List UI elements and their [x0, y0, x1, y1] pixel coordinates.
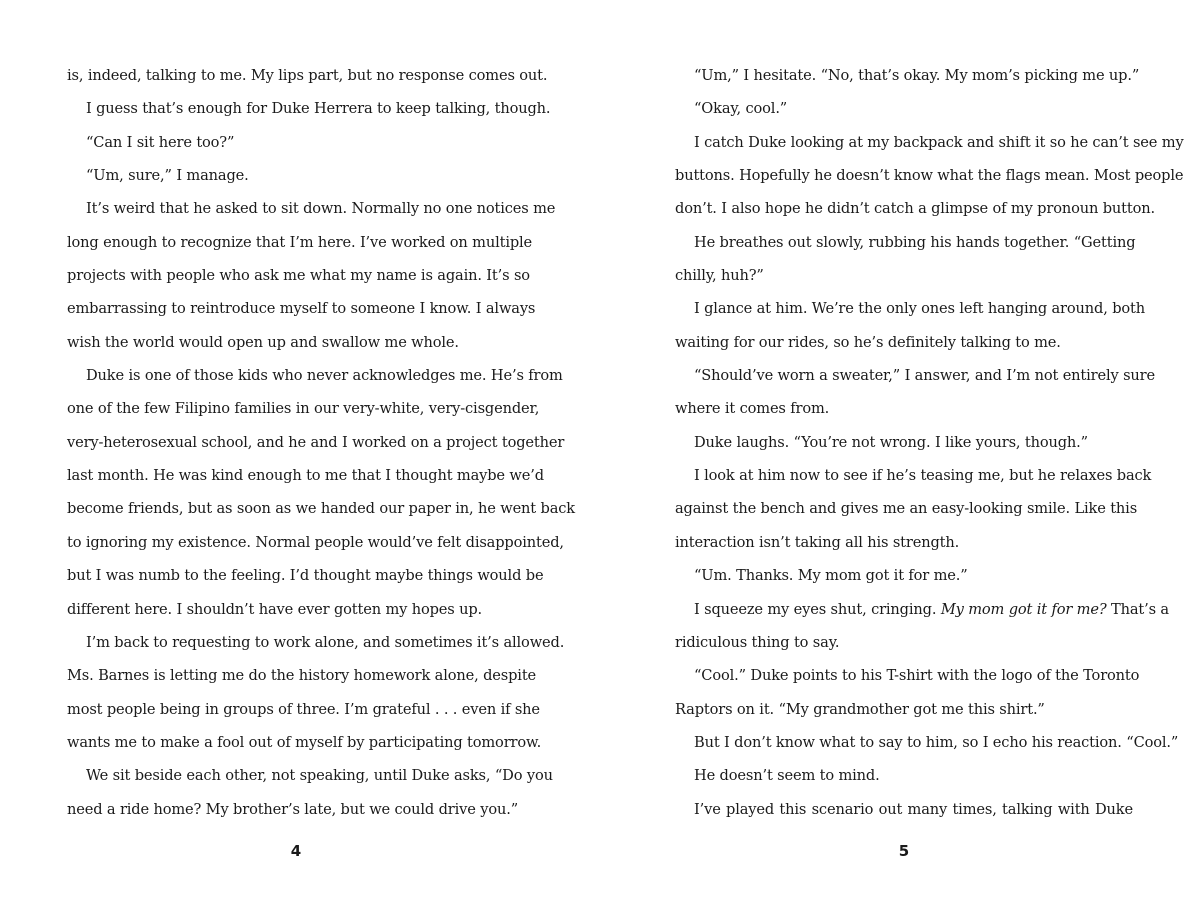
text-line: “Should’ve worn a sweater,” I answer, and I’m not entirely sure: [694, 367, 1155, 385]
text-line: need a ride home? My brother’s late, but we could drive you.”: [67, 800, 519, 818]
text-line: most people being in groups of three. I’m grateful . . . even if she: [67, 700, 540, 718]
text-line: don’t. I also hope he didn’t catch a glimpse of my pronoun button.: [675, 200, 1155, 218]
text-line: “Um. Thanks. My mom got it for me.”: [694, 567, 968, 585]
text-line: long enough to recognize that I’m here. I’ve worked on multiple: [67, 233, 533, 251]
text-line: “Okay, cool.”: [694, 100, 788, 118]
text-line-segment: I squeeze my eyes shut, cringing.: [694, 600, 941, 618]
text-line: [675, 596, 1169, 629]
text-line: I glance at him. We’re the only ones left hanging around, both: [694, 300, 1145, 318]
text-line: He breathes out slowly, rubbing his hands together. “Getting: [694, 233, 1136, 251]
text-line: But I don’t know what to say to him, so I echo his reaction. “Cool.”: [694, 733, 1179, 751]
text-line: chilly, huh?”: [675, 267, 764, 285]
text-line: I’m back to requesting to work alone, and sometimes it’s allowed.: [86, 633, 565, 651]
text-line: against the bench and gives me an easy-looking smile. Like this: [675, 500, 1138, 518]
text-line: very-heterosexual school, and he and I worked on a project together: [67, 433, 565, 451]
text-line: interaction isn’t taking all his strength.: [675, 533, 960, 551]
left-page: [67, 0, 575, 900]
italic-thought: My mom got it for me?: [940, 600, 1107, 618]
text-line: wants me to make a fool out of myself by participating tomorrow.: [67, 733, 542, 751]
text-line: but I was numb to the feeling. I’d thought maybe things would be: [67, 567, 544, 585]
text-line: He doesn’t seem to mind.: [694, 767, 880, 785]
text-line: wish the world would open up and swallow me whole.: [67, 333, 459, 351]
text-line: waiting for our rides, so he’s definitely talking to me.: [675, 333, 1061, 351]
text-line: I catch Duke looking at my backpack and shift it so he can’t see my: [694, 133, 1184, 151]
text-line: to ignoring my existence. Normal people would’ve felt disappointed,: [67, 533, 564, 551]
text-line: “Can I sit here too?”: [86, 133, 235, 151]
text-line: buttons. Hopefully he doesn’t know what the flags mean. Most people: [675, 167, 1184, 185]
text-line: Raptors on it. “My grandmother got me this shirt.”: [675, 700, 1045, 718]
text-line: Duke is one of those kids who never acknowledges me. He’s from: [86, 367, 563, 385]
text-line: “Um, sure,” I manage.: [86, 167, 249, 185]
text-line: where it comes from.: [675, 400, 830, 418]
text-line: I’ve played this scenario out many times, talking with Duke: [694, 800, 1133, 818]
page-number: 4: [290, 842, 302, 860]
text-line: ridiculous thing to say.: [675, 633, 840, 651]
text-line: different here. I shouldn’t have ever gotten my hopes up.: [67, 600, 483, 618]
text-line: It’s weird that he asked to sit down. Normally no one notices me: [86, 200, 556, 218]
text-line: We sit beside each other, not speaking, until Duke asks, “Do you: [86, 767, 553, 785]
text-line: “Cool.” Duke points to his T-shirt with the logo of the Toronto: [694, 667, 1140, 685]
page-number: 5: [898, 842, 910, 860]
text-line-segment: That’s a: [1106, 600, 1169, 618]
left-page-text: [67, 62, 575, 829]
text-line: Duke laughs. “You’re not wrong. I like yours, though.”: [694, 433, 1088, 451]
text-line: I look at him now to see if he’s teasing me, but he relaxes back: [694, 467, 1152, 485]
text-line: embarrassing to reintroduce myself to someone I know. I always: [67, 300, 536, 318]
text-line: one of the few Filipino families in our very-white, very-cisgender,: [67, 400, 540, 418]
text-line: projects with people who ask me what my name is again. It’s so: [67, 267, 530, 285]
right-page-text: [675, 62, 1184, 829]
text-line: I guess that’s enough for Duke Herrera to keep talking, though.: [86, 100, 551, 118]
right-page: [675, 0, 1184, 900]
text-line: is, indeed, talking to me. My lips part, but no response comes out.: [67, 67, 548, 84]
text-line: Ms. Barnes is letting me do the history homework alone, despite: [67, 667, 537, 685]
text-line: last month. He was kind enough to me that I thought maybe we’d: [67, 467, 544, 485]
text-line: become friends, but as soon as we handed our paper in, he went back: [67, 500, 575, 518]
text-line: “Um,” I hesitate. “No, that’s okay. My mom’s picking me up.”: [694, 67, 1140, 84]
